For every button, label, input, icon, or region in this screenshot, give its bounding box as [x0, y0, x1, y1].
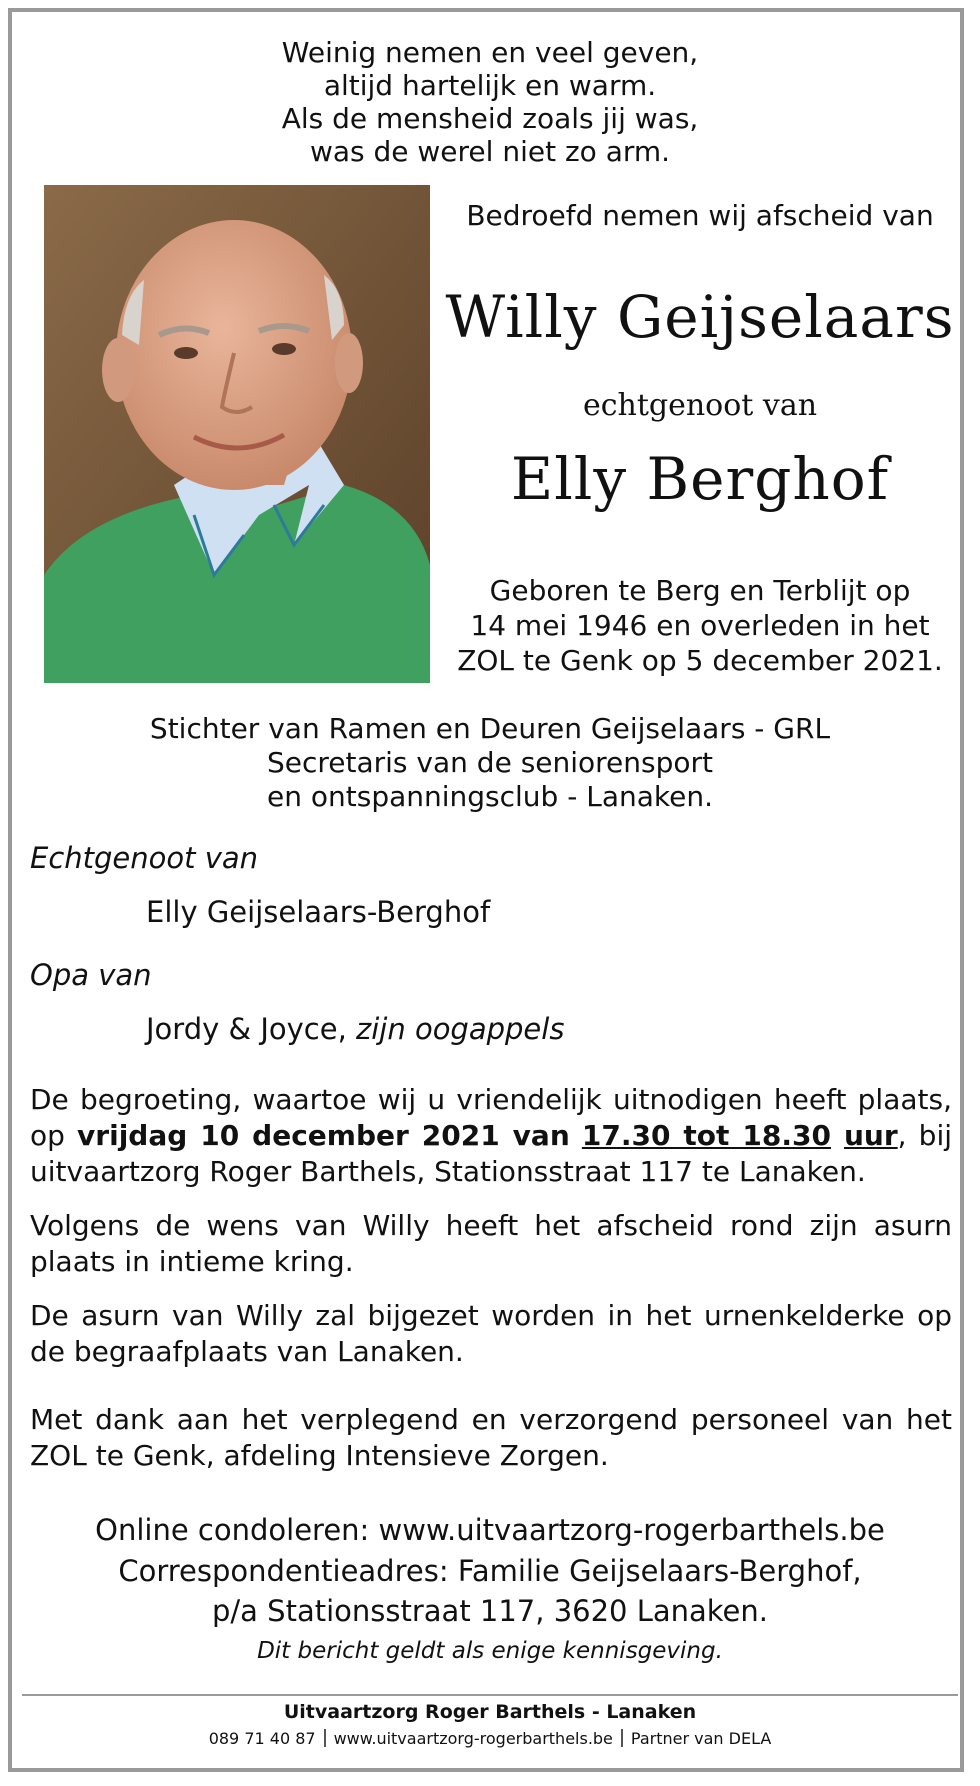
correspondence-address: Correspondentieadres: Familie Geijselaars-Berghof,	[118, 1554, 862, 1588]
footer-phone: 089 71 40 87	[208, 1729, 316, 1748]
footer-partner: Partner van DELA	[630, 1729, 772, 1748]
birth-death-info	[440, 573, 960, 678]
relation-value	[146, 894, 490, 930]
relation-value-text: Jordy & Joyce,	[146, 1012, 347, 1046]
portrait-photo	[44, 185, 430, 683]
ceremony-date: vrijdag 10 december 2021 van	[77, 1119, 570, 1152]
relation-value	[146, 1011, 564, 1047]
footer-divider	[22, 1694, 958, 1696]
bio-line: ZOL te Genk op 5 december 2021.	[457, 644, 943, 677]
correspondence-street: p/a Stationsstraat 117, 3620 Lanaken.	[212, 1594, 768, 1628]
role-line: Stichter van Ramen en Deuren Geijselaars - GRL	[149, 712, 831, 745]
deceased-name: Willy Geijselaars	[445, 283, 955, 351]
notice-text: Dit bericht geldt als enige kennisgeving.	[257, 1638, 723, 1664]
relation-label: Echtgenoot van	[30, 841, 259, 875]
farewell-paragraph: Volgens de wens van Willy heeft het afscheid rond zijn asurn plaats in intieme kring.	[30, 1209, 952, 1278]
bio-line: Geboren te Berg en Terblijt op	[489, 574, 911, 607]
spouse-name: Elly Berghof	[510, 445, 890, 513]
footer-separator	[324, 1729, 326, 1747]
intro-text: Bedroefd nemen wij afscheid van	[466, 199, 934, 232]
footer-website[interactable]: www.uitvaartzorg-rogerbarthels.be	[333, 1729, 613, 1748]
ceremony-time: 17.30 tot 18.30	[581, 1119, 831, 1152]
bio-line: 14 mei 1946 en overleden in het	[470, 609, 930, 642]
urn-paragraph: De asurn van Willy zal bijgezet worden in het urnenkelderke op de begraafplaats van Lanaken.	[30, 1299, 952, 1368]
poem-line: was de werel niet zo arm.	[309, 135, 671, 168]
online-condolence: Online condoleren: www.uitvaartzorg-rogerbarthels.be	[95, 1513, 885, 1547]
ceremony-prefix: De begroeting, waartoe wij u vriendelijk uitnodigen heeft plaats, op	[30, 1083, 952, 1152]
poem-line: altijd hartelijk en warm.	[323, 69, 657, 102]
ceremony-paragraph	[30, 1082, 952, 1190]
footer-contact-line	[40, 1728, 940, 1750]
relation-label: Opa van	[30, 958, 152, 992]
thanks-paragraph: Met dank aan het verplegend en verzorgend personeel van het ZOL te Genk, afdeling Intensieve Zorgen.	[30, 1403, 952, 1472]
ceremony-location: , bij uitvaartzorg Roger Barthels, Stationsstraat 117 te Lanaken.	[30, 1119, 953, 1188]
relation-value-italic: zijn oogappels	[356, 1012, 565, 1046]
opening-poem	[150, 36, 830, 168]
poem-line: Weinig nemen en veel geven,	[281, 36, 699, 69]
footer-title: Uitvaartzorg Roger Barthels - Lanaken	[283, 1701, 697, 1723]
spouse-label: echtgenoot van	[582, 388, 818, 423]
ceremony-time-suffix: uur	[843, 1119, 898, 1152]
role-line: en ontspanningsclub - Lanaken.	[267, 780, 713, 813]
role-line: Secretaris van de seniorensport	[266, 746, 714, 779]
poem-line: Als de mensheid zoals jij was,	[281, 102, 699, 135]
roles-text	[60, 712, 920, 814]
footer-separator	[621, 1729, 623, 1747]
relation-value-text: Elly Geijselaars-Berghof	[146, 895, 491, 929]
